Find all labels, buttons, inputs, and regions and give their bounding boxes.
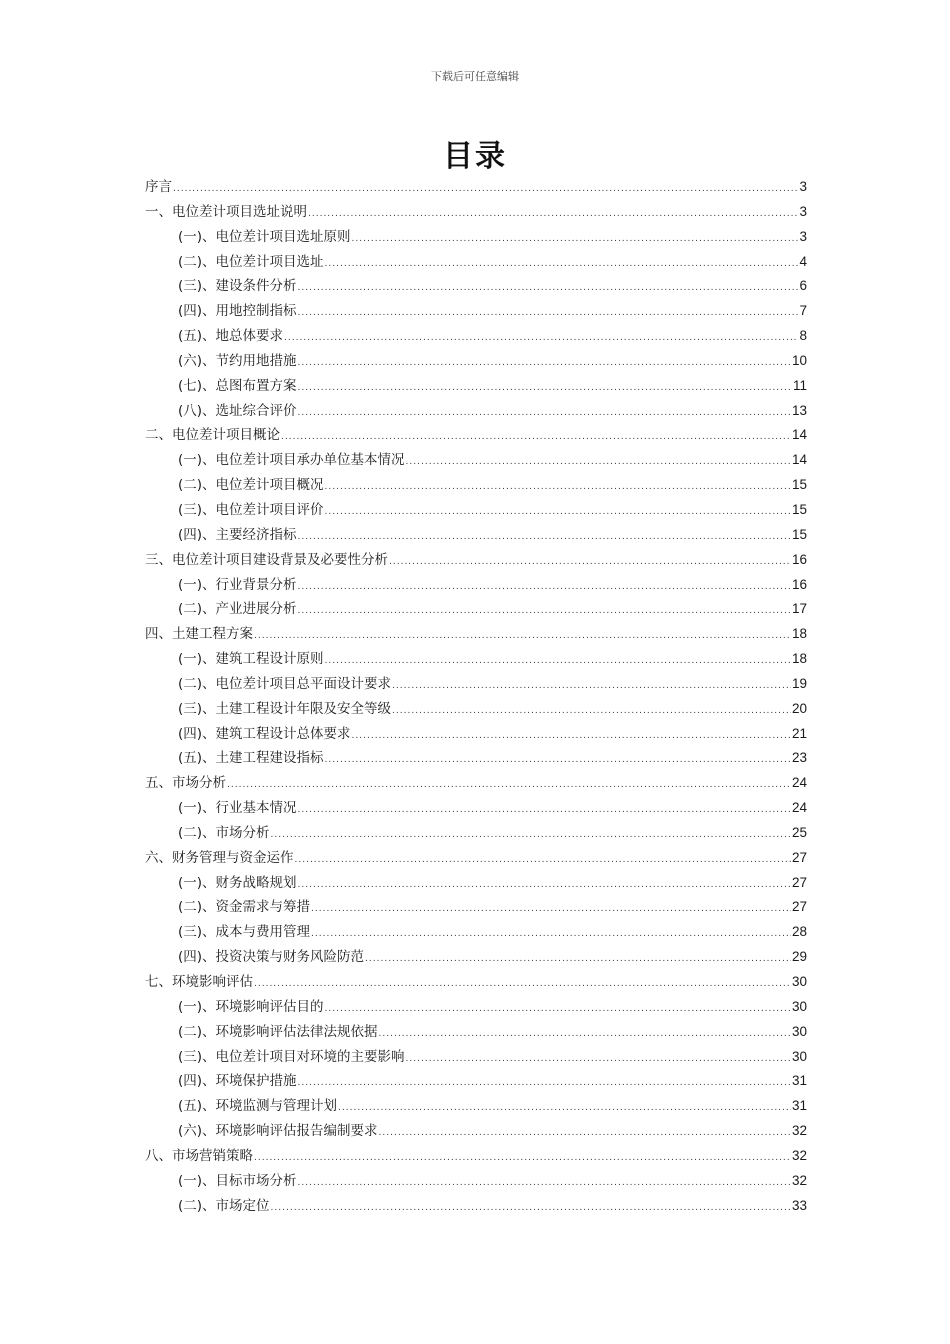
toc-entry-label: (一)、行业基本情况 (178, 800, 297, 817)
toc-entry[interactable] (145, 672, 807, 697)
toc-page-number: 24 (791, 800, 807, 816)
toc-leader-dots (392, 699, 791, 724)
toc-page-number: 10 (791, 352, 807, 368)
toc-entry-label: (三)、电位差计项目对环境的主要影响 (178, 1048, 405, 1065)
toc-page-number: 15 (791, 526, 807, 542)
toc-entry-label: (三)、土建工程设计年限及安全等级 (178, 700, 392, 717)
download-note: 下载后可任意编辑 (431, 70, 519, 83)
toc-leader-dots (298, 1071, 791, 1096)
toc-entry[interactable] (145, 200, 807, 225)
toc-leader-dots (173, 177, 798, 202)
toc-entry-label: (三)、建设条件分析 (178, 278, 297, 295)
toc-entry-label: (一)、行业背景分析 (178, 576, 297, 593)
toc-page-number: 28 (791, 924, 807, 940)
toc-entry-label: 六、财务管理与资金运作 (145, 849, 294, 866)
toc-entry[interactable] (145, 995, 807, 1020)
toc-entry-label: (六)、环境影响评估报告编制要求 (178, 1123, 378, 1140)
toc-page-number: 33 (791, 1197, 807, 1213)
toc-page-number: 30 (791, 1023, 807, 1039)
toc-entry[interactable] (145, 597, 807, 622)
toc-leader-dots (298, 301, 799, 326)
toc-entry-label: (三)、电位差计项目评价 (178, 501, 324, 518)
toc-leader-dots (325, 997, 791, 1022)
toc-leader-dots (298, 376, 792, 401)
toc-page-number: 31 (791, 1098, 807, 1114)
toc-entry-label: (一)、目标市场分析 (178, 1172, 297, 1189)
toc-entry-label: (二)、电位差计项目总平面设计要求 (178, 675, 392, 692)
toc-page-number: 16 (791, 576, 807, 592)
toc-entry-label: (八)、选址综合评价 (178, 402, 297, 419)
toc-leader-dots (298, 525, 791, 550)
toc-page-number: 14 (791, 452, 807, 468)
toc-leader-dots (284, 326, 798, 351)
toc-entry[interactable] (145, 523, 807, 548)
toc-leader-dots (325, 252, 799, 277)
toc-entry-label: (一)、财务战略规划 (178, 874, 297, 891)
toc-leader-dots (298, 1171, 791, 1196)
toc-page-number: 32 (791, 1123, 807, 1139)
toc-leader-dots (298, 276, 799, 301)
toc-entry-label: (四)、环境保护措施 (178, 1073, 297, 1090)
toc-page-number: 23 (791, 750, 807, 766)
toc-entry[interactable] (145, 821, 807, 846)
toc-entry[interactable] (145, 647, 807, 672)
toc-entry-label: (一)、电位差计项目选址原则 (178, 228, 351, 245)
toc-page-number: 32 (791, 1147, 807, 1163)
toc-leader-dots (379, 1121, 791, 1146)
toc-entry[interactable] (145, 697, 807, 722)
toc-leader-dots (298, 873, 791, 898)
toc-leader-dots (389, 550, 791, 575)
toc-entry-label: 一、电位差计项目选址说明 (145, 203, 307, 220)
toc-leader-dots (352, 227, 799, 252)
toc-page-number: 14 (791, 427, 807, 443)
toc-entry[interactable] (145, 1020, 807, 1045)
toc-page-number: 15 (791, 501, 807, 517)
toc-entry-label: 五、市场分析 (145, 775, 226, 792)
toc-leader-dots (298, 798, 791, 823)
toc-entry-label: 三、电位差计项目建设背景及必要性分析 (145, 551, 388, 568)
toc-leader-dots (325, 475, 791, 500)
toc-page-number: 3 (799, 203, 807, 219)
toc-page-number: 27 (791, 849, 807, 865)
toc-entry[interactable] (145, 771, 807, 796)
toc-entry[interactable] (145, 1094, 807, 1119)
toc-entry-label: (四)、主要经济指标 (178, 526, 297, 543)
toc-page-number: 19 (791, 675, 807, 691)
toc-entry[interactable] (145, 895, 807, 920)
toc-entry-label: (三)、成本与费用管理 (178, 924, 311, 941)
toc-leader-dots (311, 897, 791, 922)
toc-entry[interactable] (145, 722, 807, 747)
toc-page-number: 31 (791, 1073, 807, 1089)
toc-leader-dots (271, 1196, 791, 1221)
toc-page-number: 6 (799, 278, 807, 294)
toc-page-number: 18 (791, 626, 807, 642)
toc-entry[interactable] (145, 1194, 807, 1219)
toc-page-number: 27 (791, 899, 807, 915)
toc-entry[interactable] (145, 349, 807, 374)
toc-entry-label: (四)、用地控制指标 (178, 303, 297, 320)
toc-entry-label: (二)、市场分析 (178, 824, 270, 841)
toc-leader-dots (295, 848, 791, 873)
toc-page-number: 27 (791, 874, 807, 890)
toc-entry-label: (四)、投资决策与财务风险防范 (178, 949, 365, 966)
toc-entry-label: 序言 (145, 179, 172, 195)
toc-entry-label: (二)、产业进展分析 (178, 601, 297, 618)
toc-leader-dots (325, 748, 791, 773)
toc-entry[interactable] (145, 274, 807, 299)
toc-page-number: 13 (791, 402, 807, 418)
toc-entry[interactable] (145, 448, 807, 473)
toc-entry[interactable] (145, 796, 807, 821)
toc-leader-dots (406, 450, 791, 475)
toc-page-number: 21 (791, 725, 807, 741)
toc-page-number: 32 (791, 1172, 807, 1188)
toc-entry-label: (七)、总图布置方案 (178, 377, 297, 394)
toc-leader-dots (271, 823, 791, 848)
toc-page-number: 11 (792, 377, 807, 393)
toc-leader-dots (308, 202, 798, 227)
toc-entry-label: 七、环境影响评估 (145, 974, 253, 990)
toc-leader-dots (254, 1146, 791, 1171)
toc-leader-dots (311, 922, 791, 947)
toc-leader-dots (298, 599, 791, 624)
toc-title: 目录 (443, 139, 507, 174)
toc-leader-dots (254, 624, 791, 649)
toc-leader-dots (325, 649, 791, 674)
toc-leader-dots (281, 425, 791, 450)
toc-page-number: 3 (799, 179, 807, 194)
toc-entry-label: 四、土建工程方案 (145, 626, 253, 643)
toc-entry[interactable] (145, 920, 807, 945)
toc-entry-label: (二)、资金需求与筹措 (178, 899, 311, 916)
toc-entry-label: (二)、电位差计项目概况 (178, 477, 324, 494)
toc-page-number: 18 (791, 651, 807, 667)
toc-entry-label: (一)、环境影响评估目的 (178, 998, 324, 1015)
toc-page-number: 30 (791, 974, 807, 989)
toc-entry[interactable] (145, 225, 807, 250)
toc-entry[interactable] (145, 374, 807, 399)
toc-entry-label: (五)、地总体要求 (178, 328, 284, 345)
toc-entry[interactable] (145, 498, 807, 523)
toc-entry-label: (五)、环境监测与管理计划 (178, 1098, 338, 1115)
toc-entry[interactable] (145, 324, 807, 349)
toc-entry[interactable] (145, 399, 807, 424)
toc-entry-label: (一)、建筑工程设计原则 (178, 651, 324, 668)
toc-entry-label: (二)、环境影响评估法律法规依据 (178, 1023, 378, 1040)
toc-entry[interactable] (145, 970, 807, 995)
toc-leader-dots (352, 724, 791, 749)
toc-entry[interactable] (145, 1119, 807, 1144)
toc-page-number: 16 (791, 551, 807, 567)
toc-entry[interactable] (145, 746, 807, 771)
toc-entry-label: 二、电位差计项目概论 (145, 427, 280, 444)
toc-entry[interactable] (145, 1045, 807, 1070)
toc-entry[interactable] (145, 473, 807, 498)
toc-page-number: 7 (799, 303, 807, 319)
toc-entry-label: (二)、市场定位 (178, 1197, 270, 1214)
toc-entry-label: (六)、节约用地措施 (178, 352, 297, 369)
toc-page-number: 20 (791, 700, 807, 716)
toc-page-number: 8 (799, 328, 807, 344)
toc-entry[interactable] (145, 175, 807, 200)
toc-entry-label: (一)、电位差计项目承办单位基本情况 (178, 452, 405, 469)
toc-page-number: 3 (799, 228, 807, 244)
toc-leader-dots (298, 351, 791, 376)
toc-page-number: 17 (791, 601, 807, 617)
toc-leader-dots (254, 972, 791, 997)
toc-page-number: 4 (799, 253, 807, 269)
toc-entry[interactable] (145, 423, 807, 448)
toc-entry-label: (五)、土建工程建设指标 (178, 750, 324, 767)
toc-entry[interactable] (145, 1169, 807, 1194)
toc-entry[interactable] (145, 1144, 807, 1169)
toc-entry-label: 八、市场营销策略 (145, 1147, 253, 1164)
toc-entry-label: (四)、建筑工程设计总体要求 (178, 725, 351, 742)
toc-page-number: 30 (791, 998, 807, 1014)
toc-entry[interactable] (145, 871, 807, 896)
toc-entry[interactable] (145, 250, 807, 275)
toc-entry[interactable] (145, 299, 807, 324)
toc-page-number: 30 (791, 1048, 807, 1064)
toc-entry[interactable] (145, 846, 807, 871)
toc-leader-dots (406, 1047, 791, 1072)
toc-page-number: 24 (791, 775, 807, 791)
toc-entry[interactable] (145, 548, 807, 573)
toc-page-number: 25 (791, 824, 807, 840)
toc-leader-dots (365, 947, 791, 972)
toc-page-number: 29 (791, 949, 807, 965)
toc-leader-dots (379, 1022, 791, 1047)
toc-leader-dots (338, 1096, 791, 1121)
toc-leader-dots (325, 500, 791, 525)
toc-leader-dots (298, 575, 791, 600)
toc-entry[interactable] (145, 945, 807, 970)
toc-entry[interactable] (145, 573, 807, 598)
toc-leader-dots (298, 401, 791, 426)
table-of-contents (145, 175, 807, 1218)
toc-page-number: 15 (791, 477, 807, 493)
toc-leader-dots (392, 674, 791, 699)
toc-entry-label: (二)、电位差计项目选址 (178, 253, 324, 270)
toc-entry[interactable] (145, 622, 807, 647)
toc-entry[interactable] (145, 1069, 807, 1094)
toc-leader-dots (227, 773, 791, 798)
